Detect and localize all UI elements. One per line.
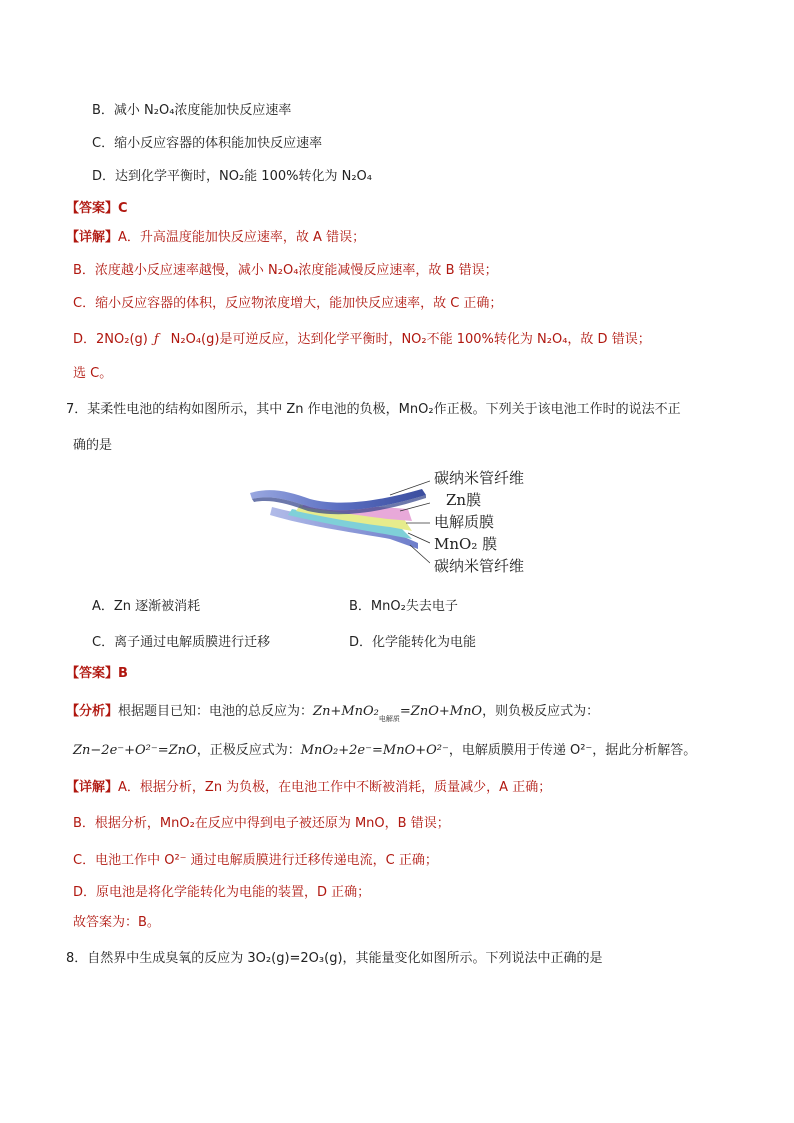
total-reaction-lhs: Zn+MnO₂ <box>313 704 379 719</box>
q7-option-b: B．MnO₂失去电子 <box>349 599 458 614</box>
negative-electrode-equation: Zn−2e⁻+O²⁻=ZnO <box>73 743 197 758</box>
label-carbon-fiber-top: 碳纳米管纤维 <box>434 469 525 487</box>
label-electrolyte-film: 电解质膜 <box>434 513 495 531</box>
q6-detail-c: C．缩小反应容器的体积，反应物浓度增大，能加快反应速率，故 C 正确； <box>73 296 503 311</box>
analysis-tail: ，电解质膜用于传递 O²⁻，据此分析解答。 <box>448 743 697 758</box>
label-mno2-film: MnO₂ 膜 <box>434 535 498 553</box>
answer-value: B <box>118 666 128 681</box>
q6-option-b: B．减小 N₂O₄浓度能加快反应速率 <box>92 103 292 118</box>
detail-tag: 【详解】 <box>66 230 119 245</box>
q8-stem: 8．自然界中生成臭氧的反应为 3O₂(g)=2O₃(g)，其能量变化如图所示。下列说法中正确的是 <box>66 951 603 966</box>
leader-line-carbon-bottom <box>410 545 430 563</box>
q6-conclusion: 选 C。 <box>73 366 113 381</box>
negative-lead: ，则负极反应式为： <box>482 704 600 719</box>
analysis-tag: 【分析】 <box>66 704 119 719</box>
q6-option-c: C．缩小反应容器的体积能加快反应速率 <box>92 136 323 151</box>
q7-analysis-line2 <box>73 742 696 760</box>
detail-a-text: A．根据分析，Zn 为负极，在电池工作中不断被消耗，质量减少，A 正确； <box>118 780 552 795</box>
q7-stem-line1: 7．某柔性电池的结构如图所示，其中 Zn 作电池的负极，MnO₂作正极。下列关于该电池工作时的说法不正 <box>66 402 681 417</box>
q7-detail-a <box>66 779 551 797</box>
answer-value: C <box>118 201 128 216</box>
q7-option-a: A．Zn 逐渐被消耗 <box>92 599 201 614</box>
q7-answer <box>66 665 128 683</box>
q7-stem-line2: 确的是 <box>73 438 113 453</box>
q7-option-c: C．离子通过电解质膜进行迁移 <box>92 635 271 650</box>
label-carbon-fiber-bottom: 碳纳米管纤维 <box>434 557 525 575</box>
q7-analysis-line1: 【分析】根据题目已知：电池的总反应为：$Zn+MnO_2_{电解质}=ZnO+MnO$，则负极反应式为： <box>66 704 600 723</box>
q6-answer <box>66 200 128 218</box>
q7-option-d: D．化学能转化为电能 <box>349 635 477 650</box>
total-reaction-condition: 电解质 <box>378 715 400 723</box>
battery-layers-illustration <box>240 465 430 580</box>
answer-tag: 【答案】 <box>66 666 119 681</box>
detail-a-text: A．升高温度能加快反应速率，故 A 错误； <box>118 230 366 245</box>
equilibrium-symbol: ƒ <box>153 332 159 347</box>
q6-detail-a <box>66 229 365 247</box>
label-zn-film: Zn膜 <box>446 491 482 509</box>
q7-detail-b: B．根据分析，MnO₂在反应中得到电子被还原为 MnO，B 错误； <box>73 816 450 831</box>
detail-tag: 【详解】 <box>66 780 119 795</box>
detail-d-prefix: D．2NO₂(g) <box>73 332 148 347</box>
detail-d-suffix: N₂O₄(g)是可逆反应，达到化学平衡时，NO₂不能 100%转化为 N₂O₄，故 D 错误； <box>170 332 651 347</box>
total-reaction-rhs: ZnO+MnO <box>410 704 483 719</box>
q6-detail-b: B．浓度越小反应速率越慢，减小 N₂O₄浓度能减慢反应速率，故 B 错误； <box>73 263 498 278</box>
q7-detail-d: D．原电池是将化学能转化为电能的装置，D 正确； <box>73 885 371 900</box>
q6-detail-d <box>73 331 651 349</box>
positive-electrode-equation: MnO₂+2e⁻=MnO+O²⁻ <box>300 743 449 758</box>
analysis-intro: 根据题目已知：电池的总反应为： <box>118 704 314 719</box>
q6-option-d: D．达到化学平衡时，NO₂能 100%转化为 N₂O₄ <box>92 169 372 184</box>
q7-conclusion: 故答案为：B。 <box>73 915 160 930</box>
battery-structure-figure <box>240 465 560 580</box>
answer-tag: 【答案】 <box>66 201 119 216</box>
q7-detail-c: C．电池工作中 O²⁻ 通过电解质膜进行迁移传递电流，C 正确； <box>73 853 438 868</box>
positive-lead: ，正极反应式为： <box>196 743 301 758</box>
